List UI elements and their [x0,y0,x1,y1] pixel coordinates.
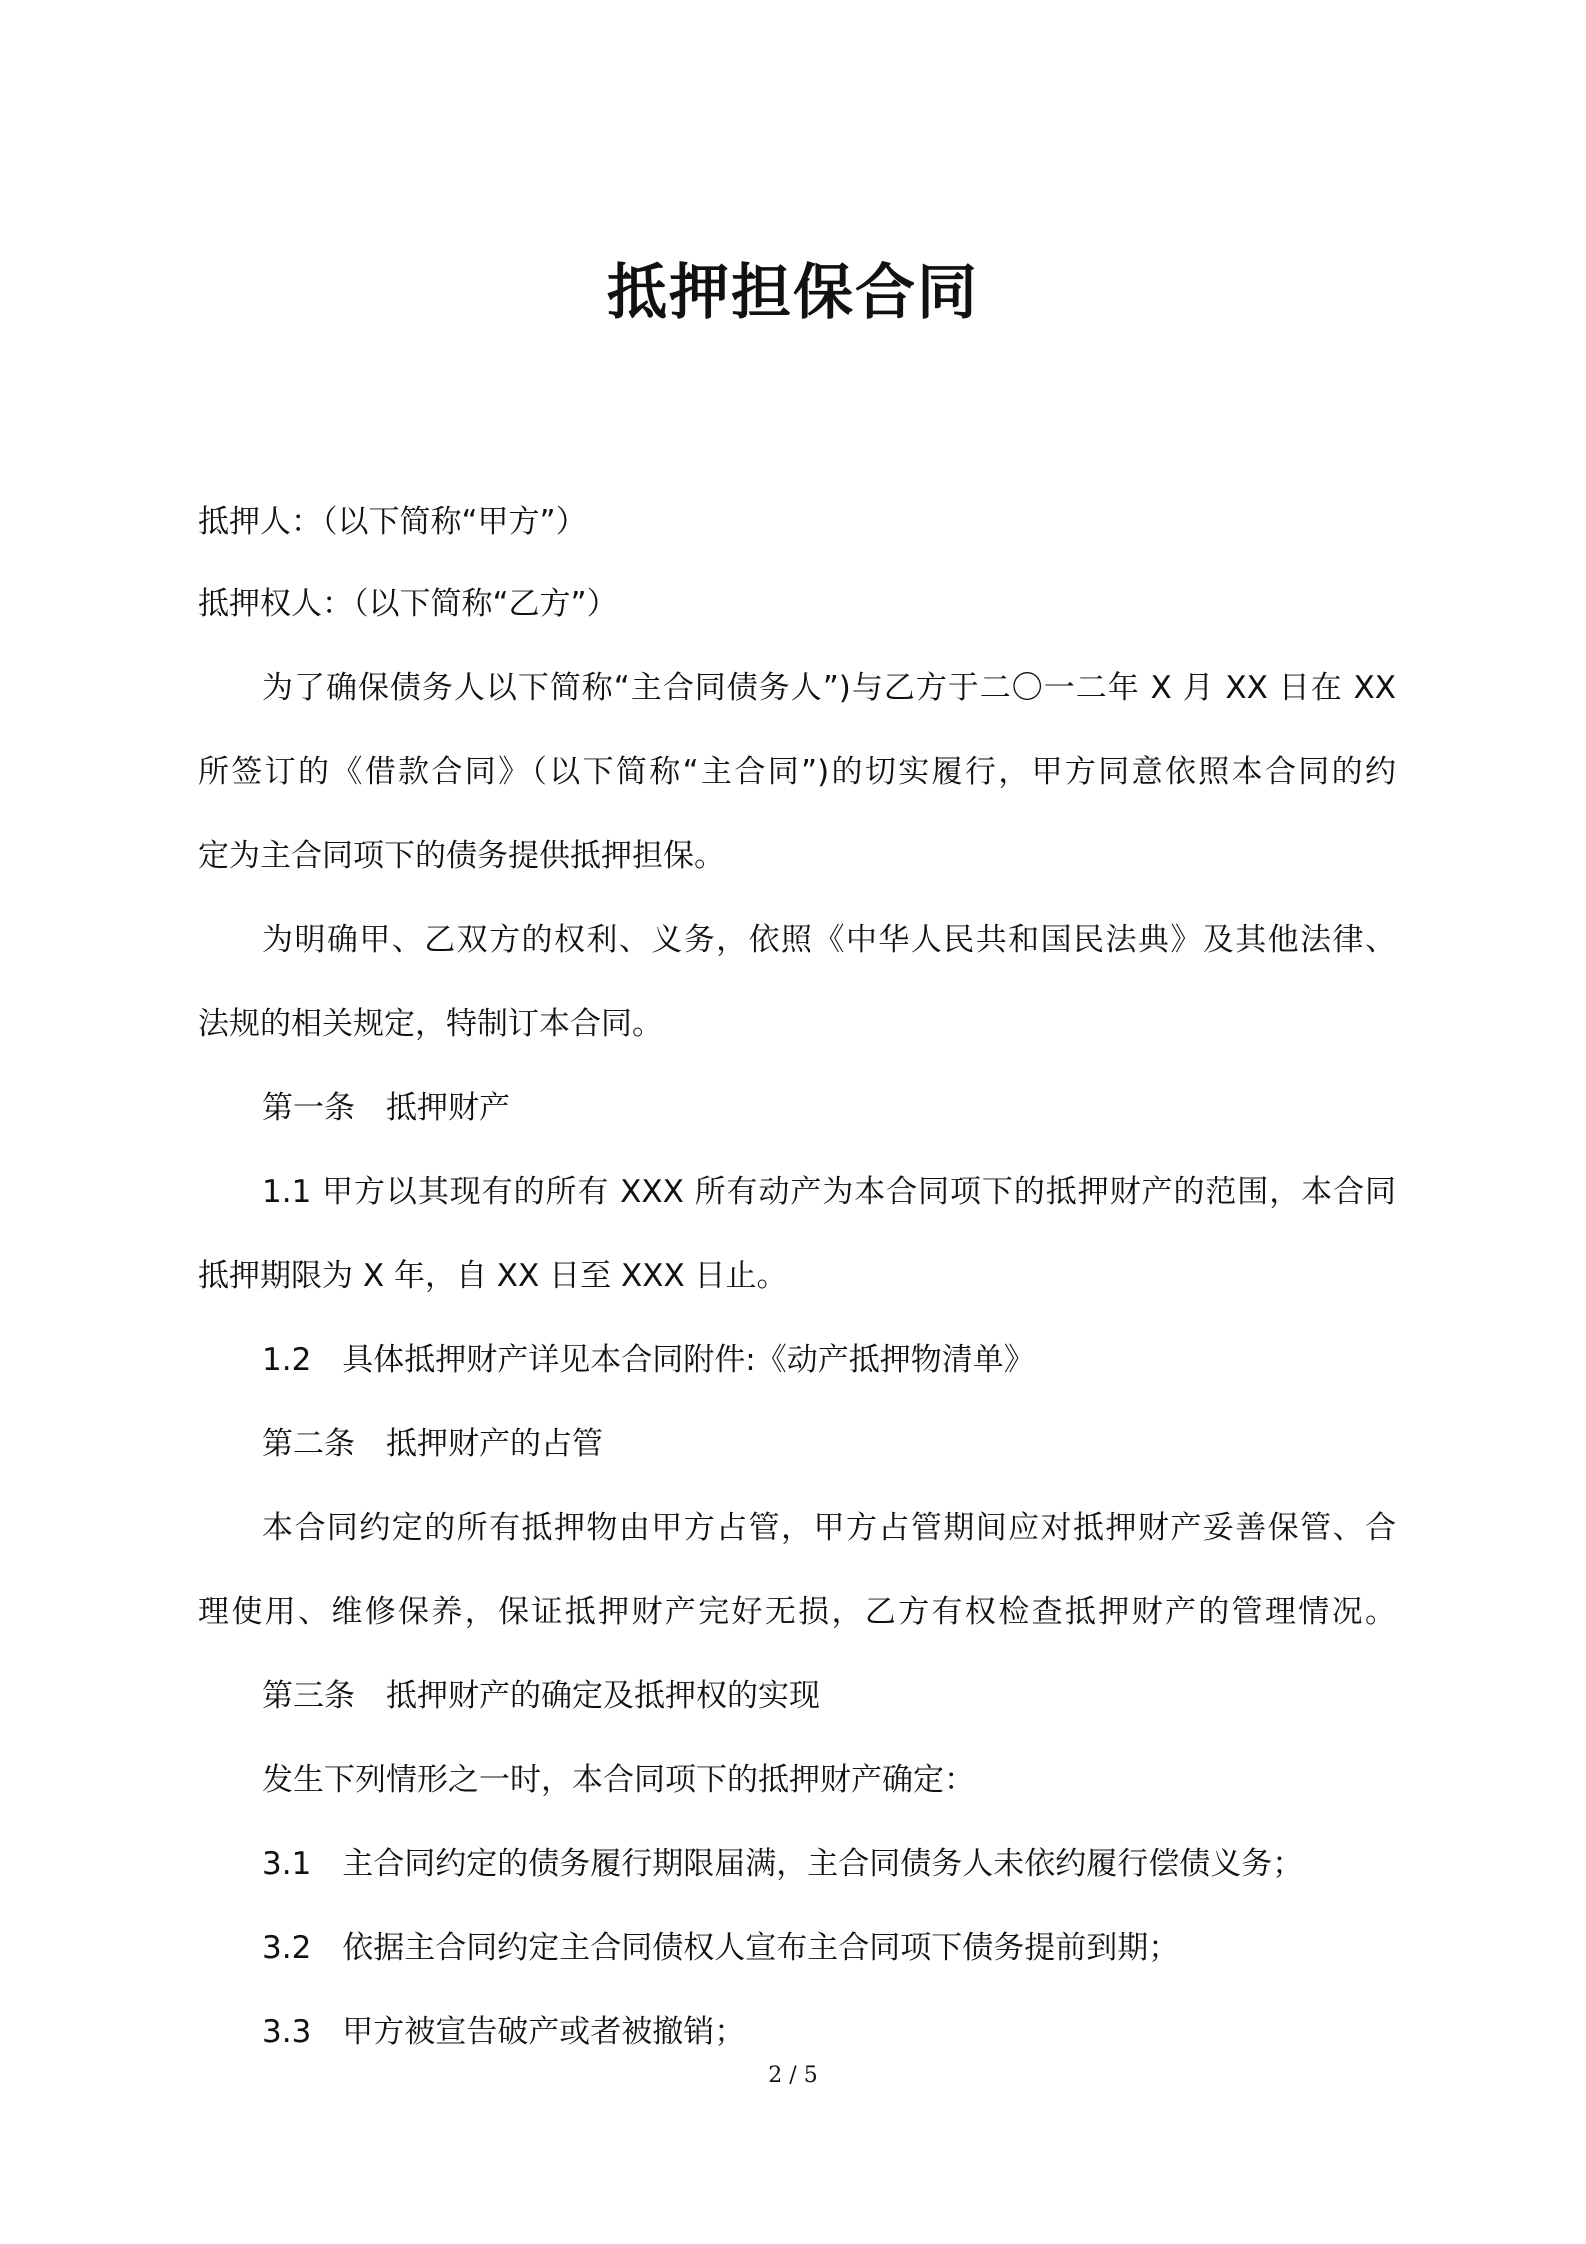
paragraph-line: 法规的相关规定，特制订本合同。 [198,1006,663,1042]
paragraph-line: 为明确甲、乙双方的权利、义务，依照《中华人民共和国民法典》及其他法律、 [262,922,1396,958]
party-b-line: 抵押权人：（以下简称“乙方”） [198,586,618,622]
article-heading: 第二条 抵押财产的占管 [262,1426,603,1462]
party-a-line: 抵押人：（以下简称“甲方”） [198,504,587,540]
paragraph-line: 本合同约定的所有抵押物由甲方占管，甲方占管期间应对抵押财产妥善保管、合 [262,1510,1396,1546]
clause-line: 3.1 主合同约定的债务履行期限届满，主合同债务人未依约履行偿债义务； [262,1846,1304,1882]
clause-line: 3.3 甲方被宣告破产或者被撤销； [262,2014,746,2050]
paragraph-line: 所签订的《借款合同》（以下简称“主合同”)的切实履行，甲方同意依照本合同的约 [198,754,1396,790]
clause-line: 3.2 依据主合同约定主合同债权人宣布主合同项下债务提前到期； [262,1930,1180,1966]
page-number: 2 / 5 [768,2063,818,2088]
paragraph-line: 为了确保债务人以下简称“主合同债务人”)与乙方于二〇一二年 X 月 XX 日在 XX [262,670,1396,706]
paragraph-line: 发生下列情形之一时，本合同项下的抵押财产确定： [262,1762,975,1798]
paragraph-line: 抵押期限为 X 年，自 XX 日至 XXX 日止。 [198,1258,788,1294]
clause-line: 1.2 具体抵押财产详见本合同附件:《动产抵押物清单》 [262,1342,1035,1378]
document-title: 抵押担保合同 [607,258,979,328]
article-heading: 第一条 抵押财产 [262,1090,510,1126]
article-heading: 第三条 抵押财产的确定及抵押权的实现 [262,1678,820,1714]
paragraph-line: 理使用、维修保养，保证抵押财产完好无损，乙方有权检查抵押财产的管理情况。 [198,1594,1396,1630]
paragraph-line: 1.1 甲方以其现有的所有 XXX 所有动产为本合同项下的抵押财产的范围，本合同 [262,1174,1396,1210]
paragraph-line: 定为主合同项下的债务提供抵押担保。 [198,838,725,874]
